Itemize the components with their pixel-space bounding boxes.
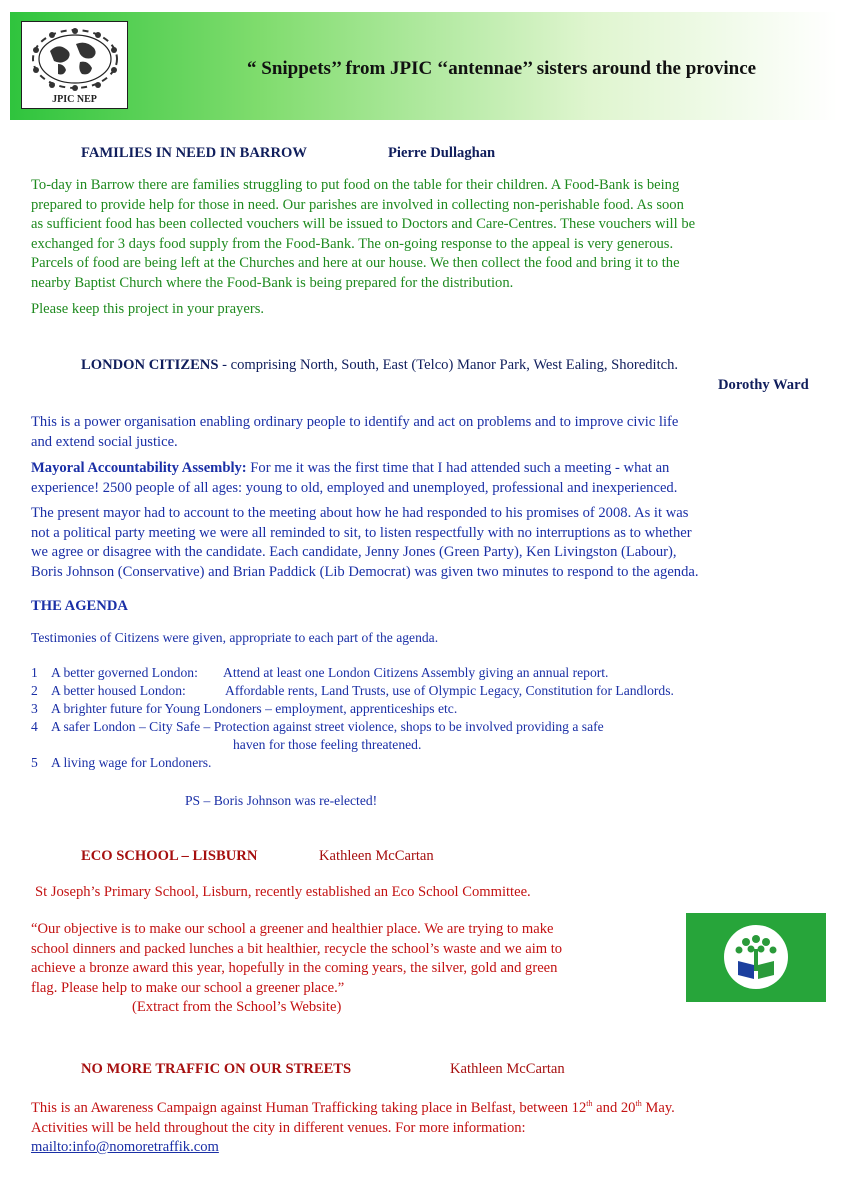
barrow-line: nearby Baptist Church where the Food-Bank is being prepared for the distribution. <box>31 274 514 291</box>
agenda-item: 4 A safer London – City Safe – Protection against street violence, shops to be involved providing a safe <box>31 719 604 734</box>
agenda-testimonies: Testimonies of Citizens were given, appropriate to each part of the agenda. <box>31 630 439 645</box>
london-intro <box>31 413 678 452</box>
barrow-line: exchanged for 3 days food supply from the Food-Bank. The on-going response to the appeal is very generous. <box>31 235 674 252</box>
london-intro-line: This is a power organisation enabling ordinary people to identify and act on problems and to improve civic life <box>31 414 679 430</box>
eco-quote-line: “Our objective is to make our school a greener and healthier place. We are trying to make <box>31 921 554 937</box>
agenda-item: haven for those feeling threatened. <box>233 737 422 752</box>
agenda-heading: THE AGENDA <box>31 598 128 614</box>
eco-quote-line: achieve a bronze award this year, hopefully in the coming years, the silver, gold and green <box>31 960 558 976</box>
mayor-line: we agree or disagree with the candidate. Each candidate, Jenny Jones (Green Party), Ken Livingston (Labour), <box>31 544 677 560</box>
agenda-item: 3 A brighter future for Young Londoners – employment, apprenticeships etc. <box>31 701 458 716</box>
traffic-author: Kathleen McCartan <box>450 1061 565 1077</box>
london-heading-line <box>81 356 678 376</box>
barrow-line: prepared to provide help for those in need. Our parishes are involved in collecting non-perishable food. As soon <box>31 196 684 213</box>
traffic-heading: NO MORE TRAFFIC ON OUR STREETS <box>81 1061 352 1077</box>
barrow-heading: FAMILIES IN NEED IN BARROW <box>81 145 307 161</box>
barrow-paragraph <box>31 176 695 293</box>
contact-email-link[interactable]: mailto:info@nomoretraffik.com <box>31 1139 219 1155</box>
agenda-item: 2 A better housed London: Affordable rents, Land Trusts, use of Olympic Legacy, Constitution for Landlords. <box>31 683 674 698</box>
agenda-item: 5 A living wage for Londoners. <box>31 755 212 770</box>
london-author: Dorothy Ward <box>718 377 809 393</box>
traffic-paragraph: This is an Awareness Campaign against Human Trafficking taking place in Belfast, between 12th and 20th May. Activities will be held throughout the city in different venues. For more information: <box>31 1099 675 1138</box>
mayor-paragraph <box>31 504 699 582</box>
mayor-line: not a political party meeting we were all reminded to sit, to listen respectfully with no interruptions as to whether <box>31 524 692 541</box>
assembly-label: Mayoral Accountability Assembly: <box>31 460 247 476</box>
mayor-line: The present mayor had to account to the meeting about how he had responded to his promises of 2008. As it was <box>31 505 689 521</box>
eco-schools-flag-icon <box>686 913 826 1002</box>
eco-quote <box>31 920 671 1018</box>
eco-intro: St Joseph’s Primary School, Lisburn, recently established an Eco School Committee. <box>35 884 531 900</box>
london-heading-rest: - comprising North, South, East (Telco) Manor Park, West Ealing, Shoreditch. <box>218 357 679 373</box>
jpic-logo <box>21 21 128 109</box>
eco-tree-icon <box>724 925 788 989</box>
agenda-ps: PS – Boris Johnson was re-elected! <box>185 793 378 808</box>
barrow-line: To-day in Barrow there are families struggling to put food on the table for their children. A Food-Bank is being <box>31 177 680 193</box>
assembly-line: experience! 2500 people of all ages: young to old, employed and unemployed, professional and inexperienced. <box>31 479 678 496</box>
london-heading: LONDON CITIZENS <box>81 357 219 373</box>
eco-quote-line: school dinners and packed lunches a bit healthier, recycle the school’s waste and we aim to <box>31 940 563 957</box>
barrow-line: Parcels of food are being left at the Churches and here at our house. We then collect the food and bring it to the <box>31 255 680 271</box>
assembly-line: For me it was the first time that I had attended such a meeting - what an <box>246 460 670 476</box>
eco-source: (Extract from the School’s Website) <box>132 999 342 1015</box>
page-title: “ Snippets’’ from JPIC ‘‘antennae’’ sisters around the province <box>247 58 757 79</box>
traffic-line: Activities will be held throughout the city in different venues. For more information: <box>31 1119 526 1136</box>
barrow-author: Pierre Dullaghan <box>388 145 496 161</box>
barrow-line: as sufficient food has been collected vouchers will be issued to Doctors and Care-Centres. These vouchers will be <box>31 216 696 232</box>
world-hands-icon <box>28 26 122 92</box>
agenda-list <box>31 664 674 772</box>
agenda-item: 1 A better governed London: Attend at least one London Citizens Assembly giving an annual report. <box>31 665 609 680</box>
eco-heading: ECO SCHOOL – LISBURN <box>81 848 258 864</box>
assembly-paragraph <box>31 459 677 498</box>
mayor-line: Boris Johnson (Conservative) and Brian Paddick (Lib Democrat) was given two minutes to respond to the agenda. <box>31 563 699 580</box>
barrow-closing: Please keep this project in your prayers. <box>31 301 265 317</box>
eco-quote-line: flag. Please help to make our school a greener place.” <box>31 979 345 996</box>
logo-caption: JPIC NEP <box>52 94 97 105</box>
eco-author: Kathleen McCartan <box>319 848 434 864</box>
london-intro-line: and extend social justice. <box>31 433 178 450</box>
